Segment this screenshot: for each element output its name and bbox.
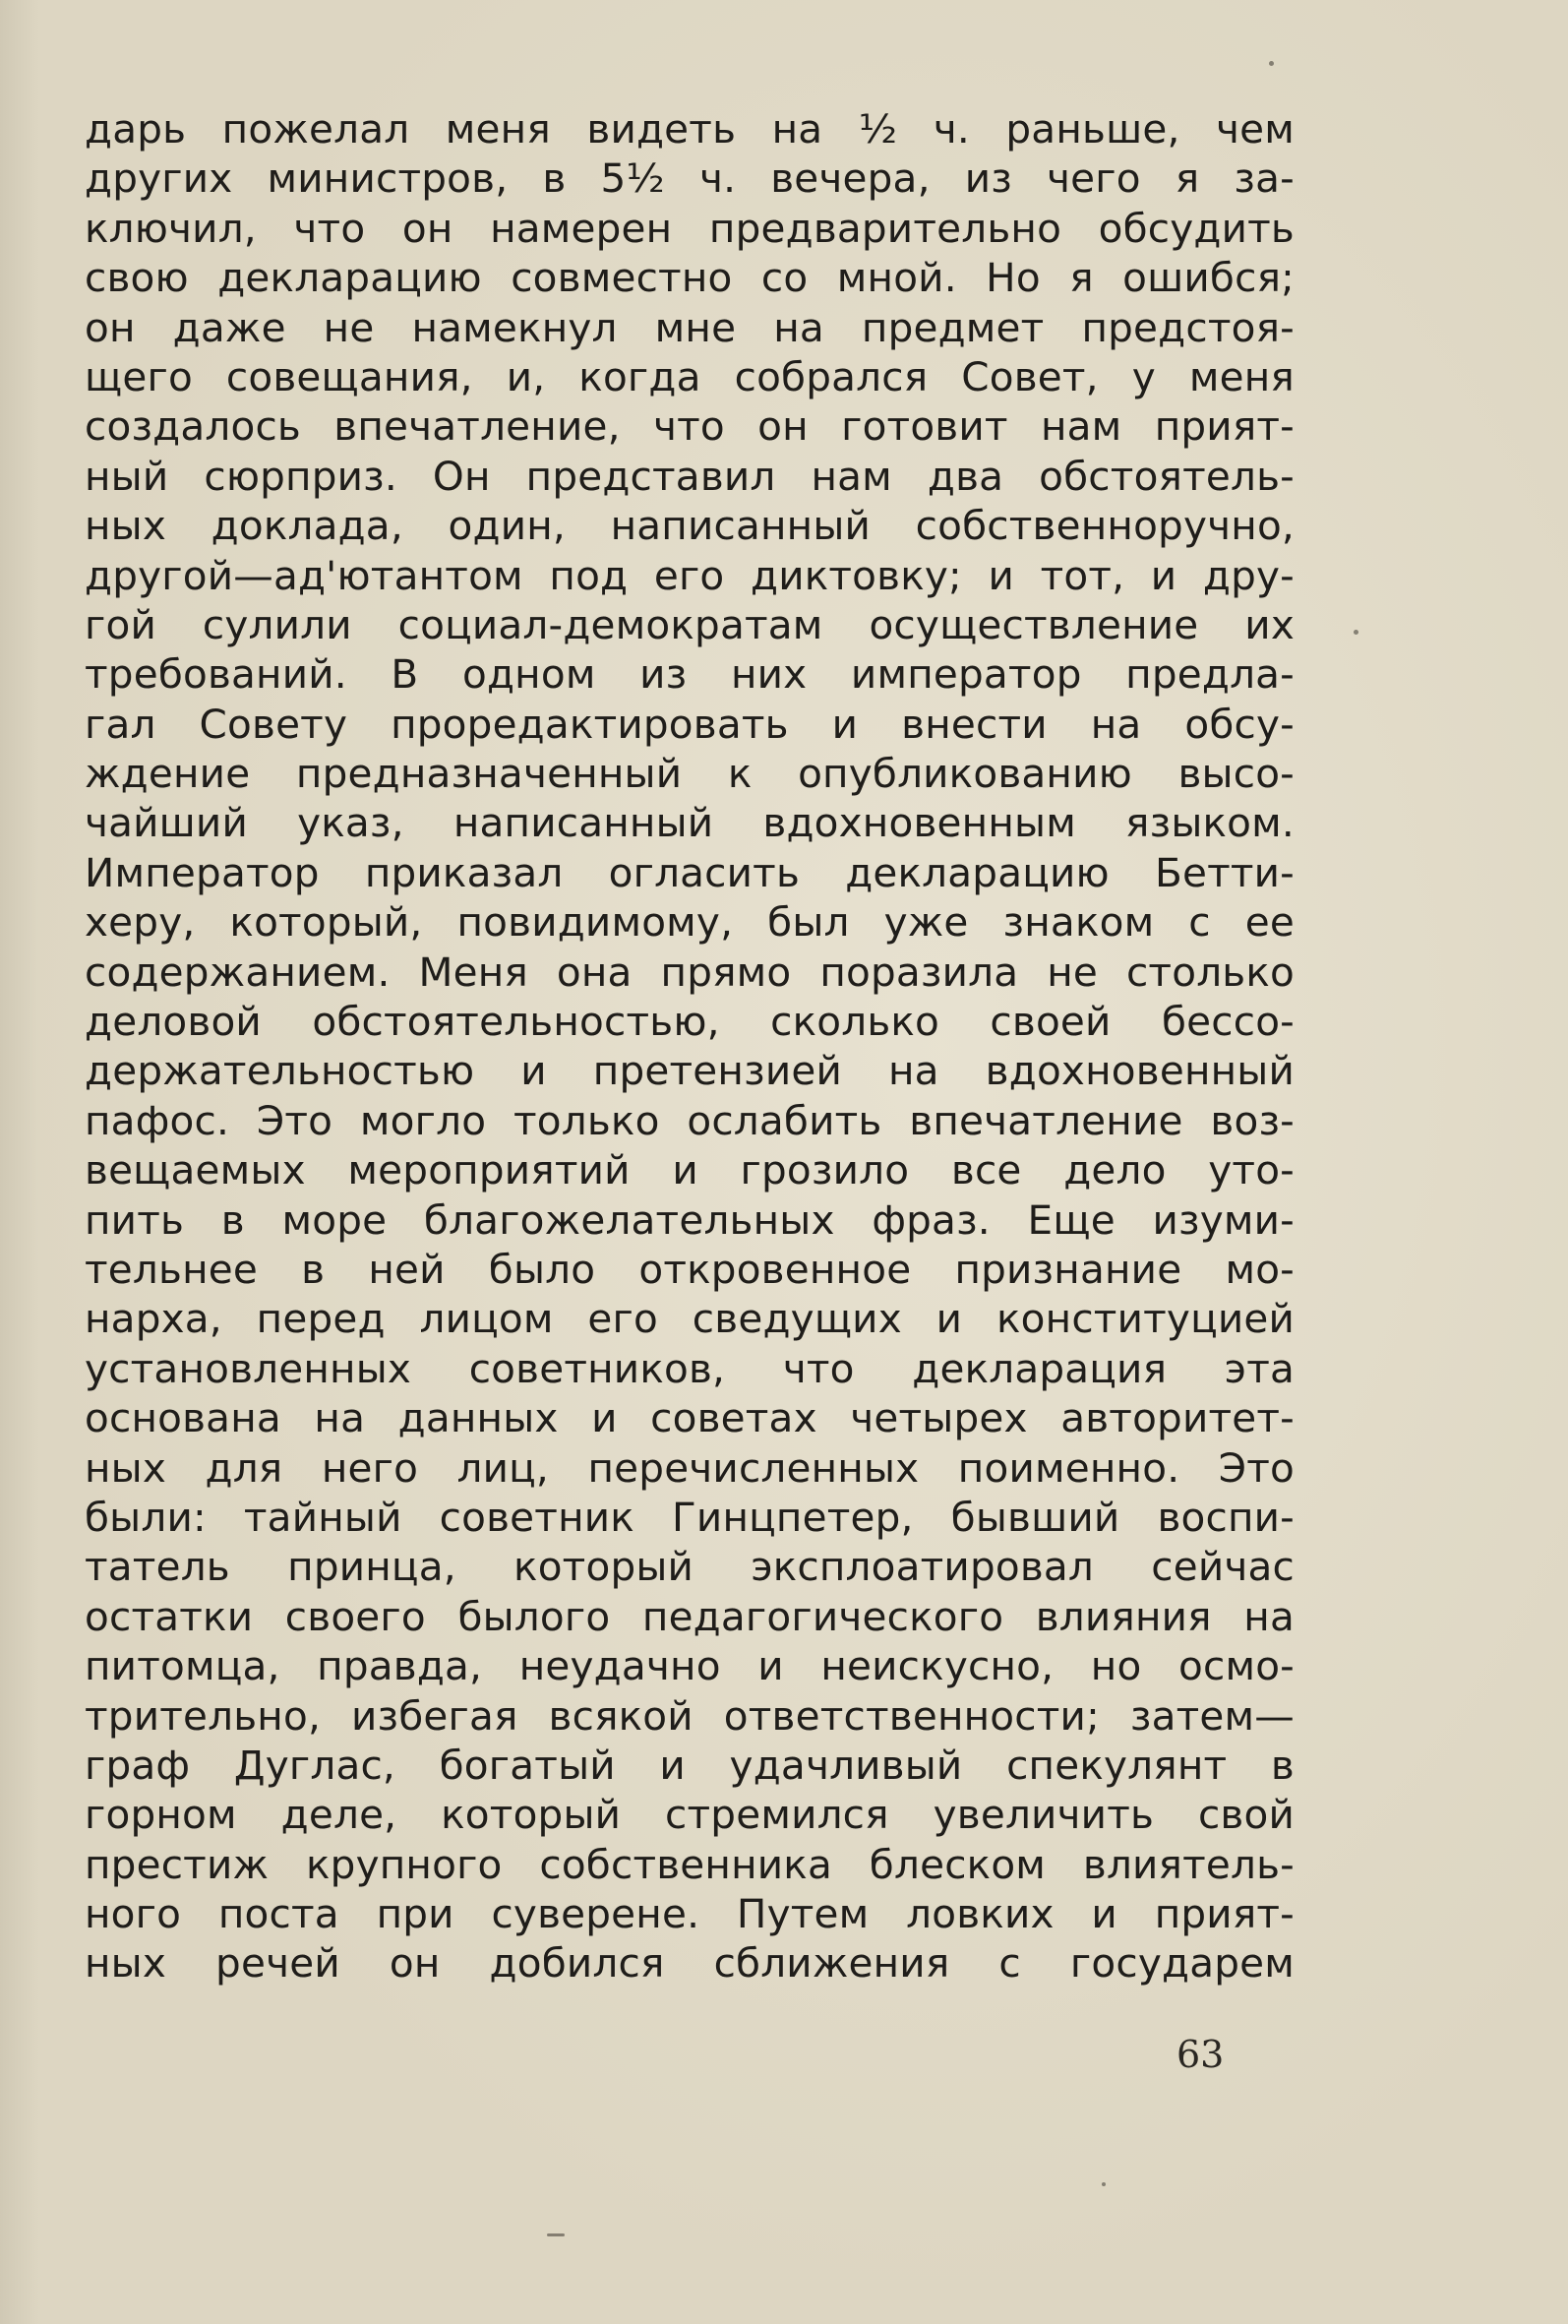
paper-speck — [547, 2233, 565, 2236]
text-line-7: создалось впечатление, что он готовит нам прият- — [85, 402, 1295, 451]
text-line-19: деловой обстоятельностью, сколько своей бессо- — [85, 998, 1295, 1046]
text-line-8: ный сюрприз. Он представил нам два обстоятель- — [85, 452, 1295, 500]
text-line-32: питомца, правда, неудачно и неискусно, но осмо- — [85, 1642, 1295, 1690]
paper-speck — [1269, 61, 1274, 66]
text-line-35: горном деле, который стремился увеличить свой — [85, 1791, 1295, 1839]
text-line-4: свою декларацию совместно со мной. Но я ошибся; — [85, 254, 1295, 302]
text-line-16: Император приказал огласить декларацию Бетти- — [85, 848, 1295, 896]
text-line-15: чайший указ, написанный вдохновенным языком. — [85, 799, 1295, 847]
text-line-18: содержанием. Меня она прямо поразила не столько — [85, 948, 1295, 996]
text-line-6: щего совещания, и, когда собрался Совет, у меня — [85, 352, 1295, 400]
text-line-28: ных для него лиц, перечисленных поименно. Это — [85, 1443, 1295, 1492]
text-line-26: установленных советников, что декларация эта — [85, 1344, 1295, 1392]
text-line-12: требований. В одном из них император предла- — [85, 650, 1295, 699]
body-text — [85, 104, 1295, 1988]
text-line-5: он даже не намекнул мне на предмет предстоя- — [85, 303, 1295, 351]
text-line-30: татель принца, который эксплоатировал сейчас — [85, 1543, 1295, 1591]
text-line-21: пафос. Это могло только ослабить впечатление воз- — [85, 1096, 1295, 1144]
text-line-17: херу, который, повидимому, был уже знаком с ее — [85, 898, 1295, 947]
text-line-14: ждение предназначенный к опубликованию высо- — [85, 750, 1295, 798]
text-line-25: нарха, перед лицом его сведущих и конституцией — [85, 1295, 1295, 1343]
paper-speck — [1102, 2182, 1106, 2186]
text-line-38: ных речей он добился сближения с государем — [85, 1939, 1295, 1988]
text-line-31: остатки своего былого педагогического влияния на — [85, 1592, 1295, 1640]
text-line-33: трительно, избегая всякой ответственности; затем— — [85, 1691, 1295, 1740]
paper-speck — [1354, 630, 1358, 635]
text-line-23: пить в море благожелательных фраз. Еще изуми- — [85, 1195, 1295, 1244]
text-line-20: держательностью и претензией на вдохновенный — [85, 1047, 1295, 1095]
text-line-13: гал Совету проредактировать и внести на обсу- — [85, 700, 1295, 748]
text-line-34: граф Дуглас, богатый и удачливый спекулянт в — [85, 1741, 1295, 1789]
text-line-10: другой—ад'ютантом под его диктовку; и тот, и дру- — [85, 551, 1295, 599]
page-number: 63 — [1176, 2033, 1225, 2076]
text-line-24: тельнее в ней было откровенное признание мо- — [85, 1245, 1295, 1293]
text-line-27: основана на данных и советах четырех авторитет- — [85, 1394, 1295, 1442]
text-line-22: вещаемых мероприятий и грозило все дело уто- — [85, 1146, 1295, 1194]
text-line-3: ключил, что он намерен предварительно обсудить — [85, 204, 1295, 252]
text-line-9: ных доклада, один, написанный собственноручно, — [85, 502, 1295, 550]
text-line-1: дарь пожелал меня видеть на ½ ч. раньше, чем — [85, 105, 1295, 153]
text-line-11: гой сулили социал-демократам осуществление их — [85, 600, 1295, 648]
text-line-29: были: тайный советник Гинцпетер, бывший воспи- — [85, 1493, 1295, 1541]
text-line-36: престиж крупного собственника блеском влиятель- — [85, 1840, 1295, 1888]
text-line-37: ного поста при суверене. Путем ловких и прият- — [85, 1890, 1295, 1938]
text-line-2: других министров, в 5½ ч. вечера, из чего я за- — [85, 154, 1295, 203]
